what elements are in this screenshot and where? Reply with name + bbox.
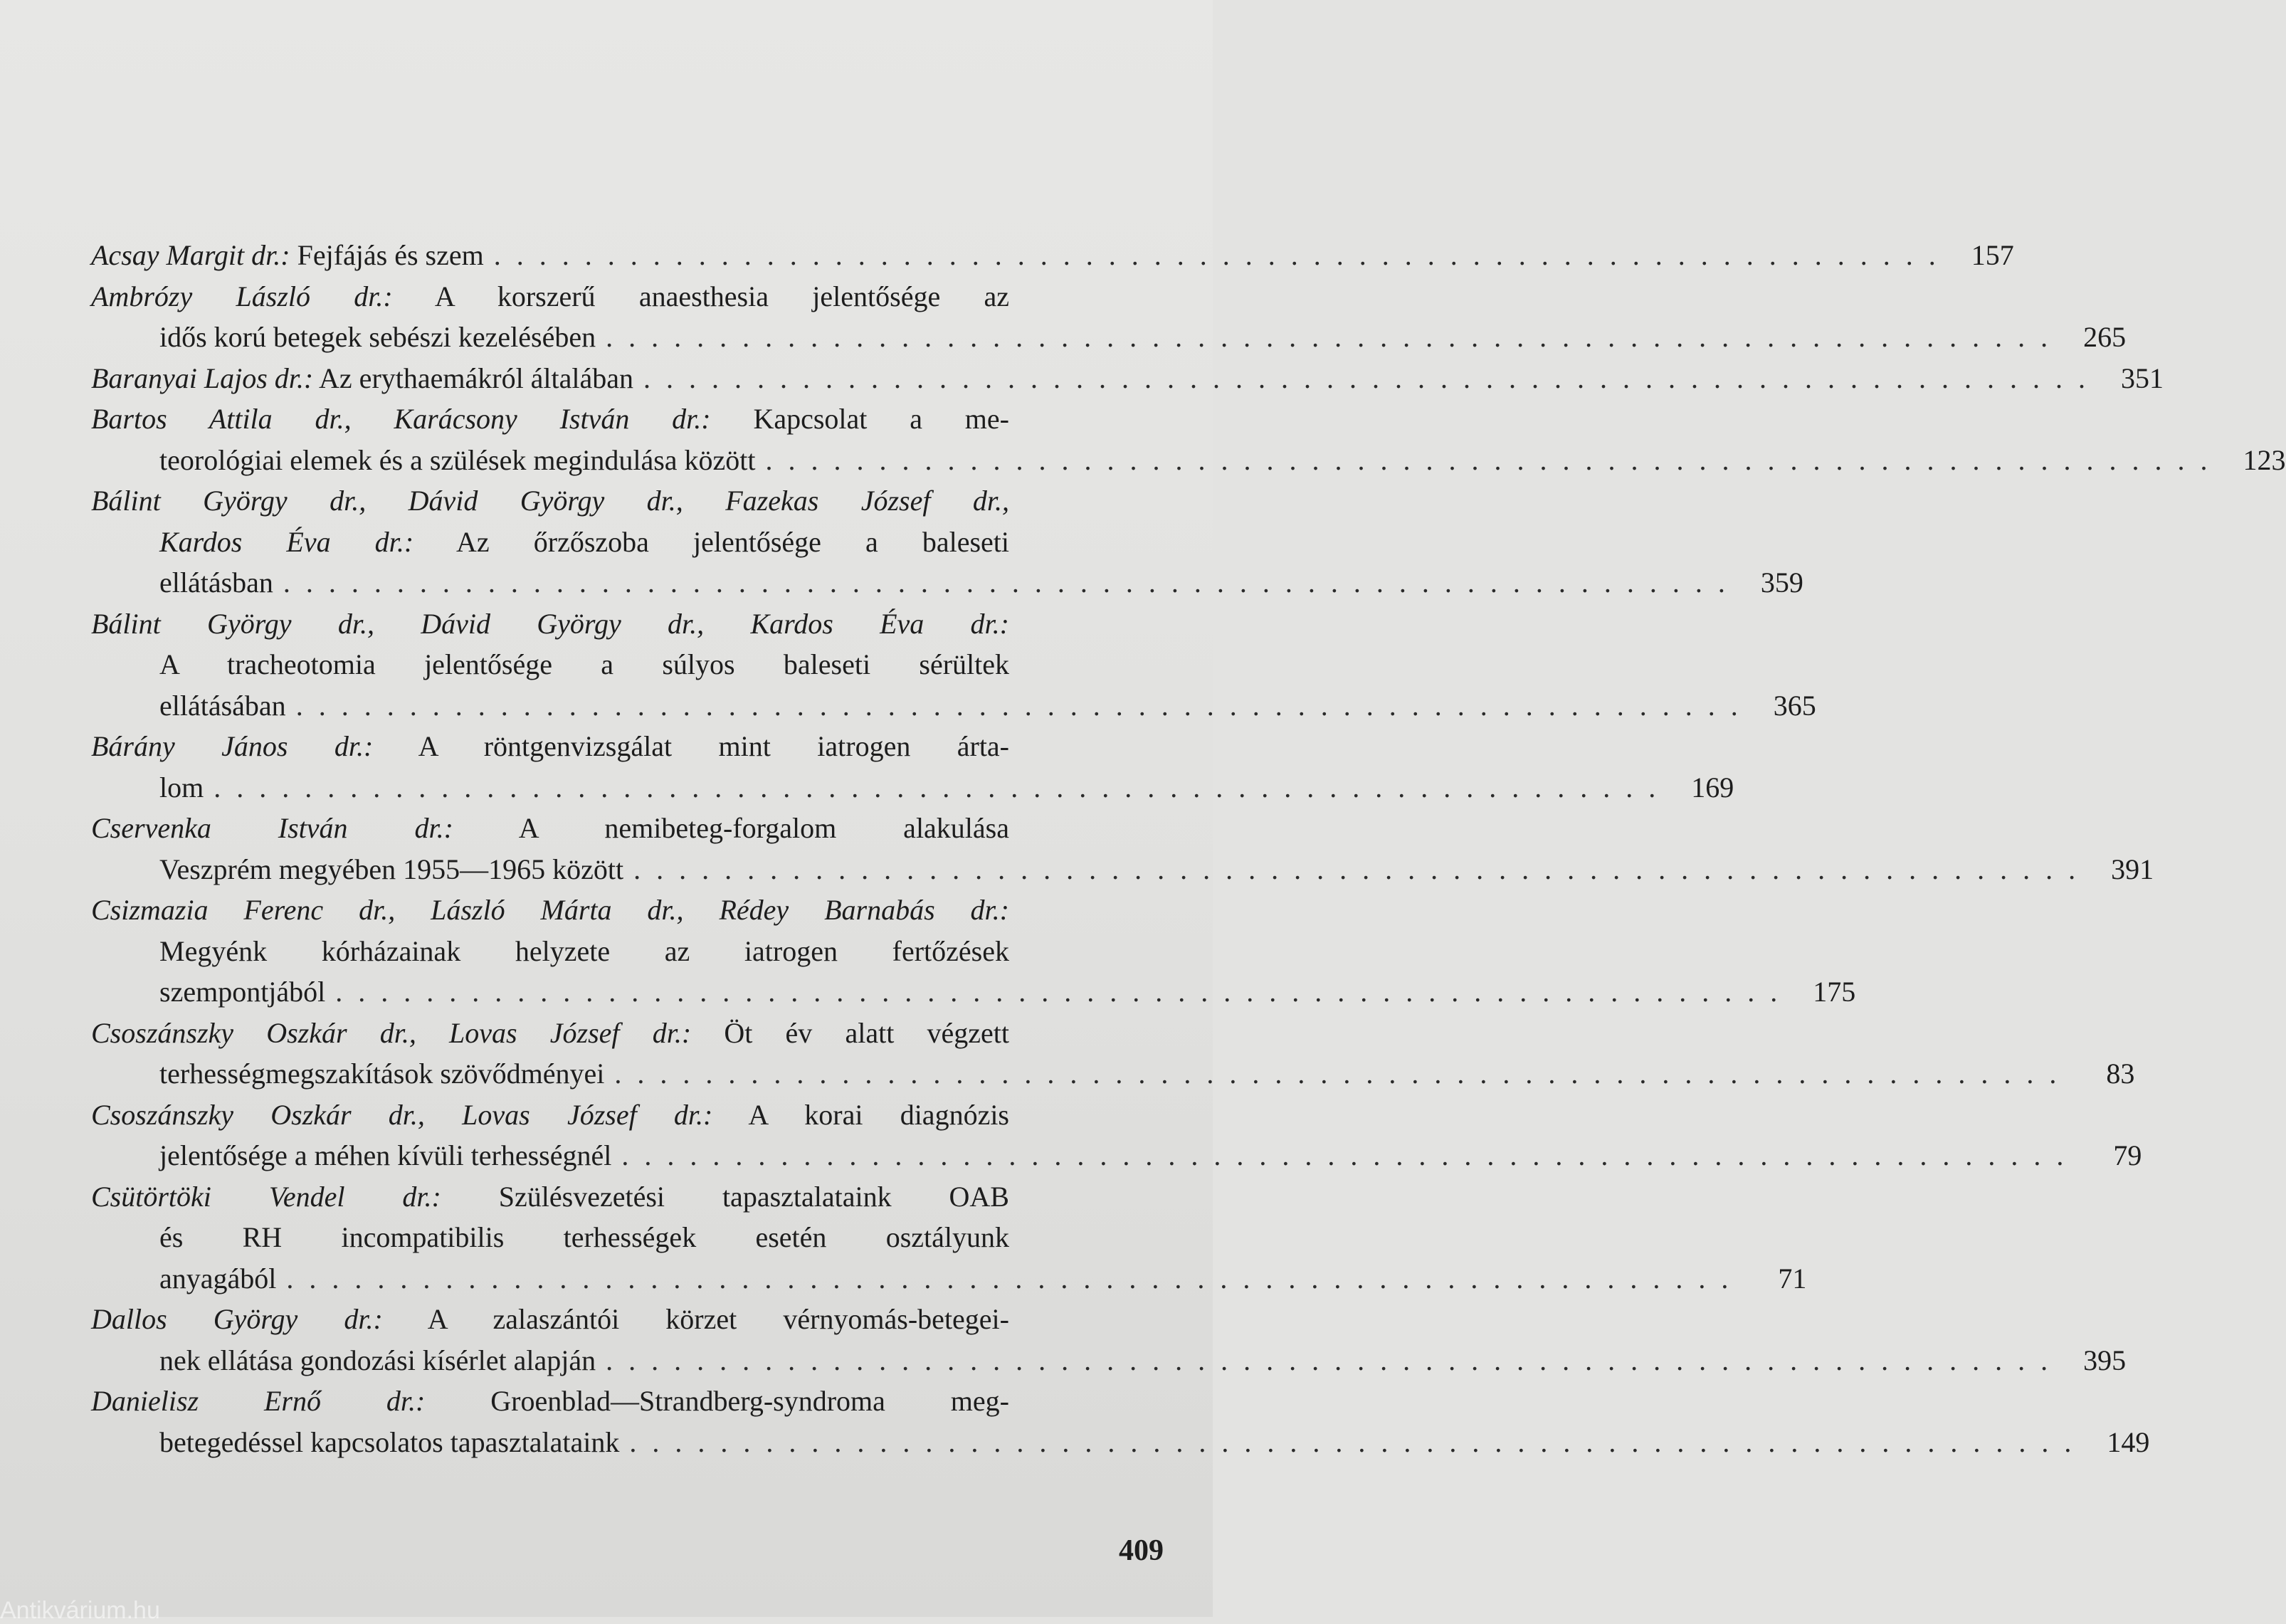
entry-page-number: 83	[2106, 1058, 2135, 1090]
article-title: lom	[159, 771, 204, 803]
watermark-text: Antikvárium.hu	[0, 1597, 160, 1624]
entry-text	[159, 685, 286, 727]
entry-text	[159, 1340, 596, 1381]
author-names: Bartos Attila dr., Karácsony István dr.:	[91, 403, 711, 435]
entry-text	[159, 931, 1009, 972]
entry-text	[159, 971, 325, 1013]
index-entry	[91, 480, 1803, 603]
article-title: teorológiai elemek és a szülések megindulása között	[159, 443, 756, 476]
article-title: Szülésvezetési tapasztalataink OAB	[441, 1180, 1009, 1213]
entry-continuation-line	[91, 849, 2154, 890]
entry-text	[159, 849, 623, 890]
article-title: jelentősége a méhen kívüli terhességnél	[159, 1139, 612, 1171]
article-title: betegedéssel kapcsolatos tapasztalataink	[159, 1425, 620, 1458]
entry-continuation-line	[91, 522, 1073, 563]
article-title: Kapcsolat a me-	[710, 403, 1009, 435]
entry-continuation-line	[91, 1135, 2142, 1176]
entry-continuation-line	[91, 644, 1073, 685]
author-names: Danielisz Ernő dr.:	[91, 1385, 426, 1417]
article-title: Veszprém megyében 1955—1965 között	[159, 853, 624, 885]
entry-continuation-line	[91, 1258, 1807, 1299]
entry-continuation-line	[91, 1422, 2150, 1463]
index-entry	[91, 276, 2127, 358]
entry-text	[91, 358, 633, 399]
author-names: Csütörtöki Vendel dr.:	[91, 1180, 441, 1213]
dot-leader: . . . . . . . . . . . . . . . . . . . . . . . . . . . . . . . . . . . . . . . . . . . . . . . . . . . . . . . . . . . . . . . .	[493, 239, 1940, 271]
entry-text	[159, 1053, 604, 1095]
article-title: A korszerű anaesthesia jelentősége az	[392, 280, 1010, 312]
article-title: és RH incompatibilis terhességek esetén osztályunk	[159, 1221, 1009, 1253]
article-title: A korai diagnózis	[712, 1098, 1009, 1131]
entry-first-line	[91, 1381, 1073, 1422]
entry-text	[159, 317, 596, 358]
entry-page-number: 71	[1778, 1262, 1807, 1295]
entry-page-number: 365	[1773, 689, 1816, 722]
index-entry	[91, 1381, 2150, 1462]
index-entry	[91, 358, 2164, 399]
entry-first-line	[91, 358, 2164, 399]
article-title: A tracheotomia jelentősége a súlyos baleseti sérültek	[159, 648, 1009, 680]
article-title: idős korú betegek sebészi kezelésében	[159, 321, 596, 353]
entry-text	[159, 644, 1009, 685]
article-title: nek ellátása gondozási kísérlet alapján	[159, 1344, 596, 1376]
article-title: Az erythaemákról általában	[313, 362, 634, 394]
dot-leader: . . . . . . . . . . . . . . . . . . . . . . . . . . . . . . . . . . . . . . . . . . . . . . . . . . . . . . . . . . . . . . . .	[606, 1344, 2053, 1376]
entry-first-line	[91, 235, 2014, 276]
entry-page-number: 359	[1760, 566, 1803, 599]
entry-continuation-line	[91, 685, 1816, 727]
entry-page-number: 149	[2107, 1425, 2150, 1458]
entry-page-number: 175	[1813, 976, 1856, 1008]
index-entry	[91, 399, 2286, 480]
entry-page-number: 395	[2083, 1344, 2127, 1376]
page-number: 409	[1119, 1534, 1164, 1567]
entry-continuation-line	[91, 1053, 2135, 1095]
article-title: Groenblad—Strandberg-syndroma meg-	[425, 1385, 1009, 1417]
entry-text	[159, 1135, 611, 1176]
entry-page-number: 265	[2083, 321, 2127, 353]
dot-leader: . . . . . . . . . . . . . . . . . . . . . . . . . . . . . . . . . . . . . . . . . . . . . . . . . . . . . . . . . . . . . . . .	[606, 321, 2053, 353]
article-title: Öt év alatt végzett	[691, 1016, 1010, 1049]
entry-first-line	[91, 1299, 1073, 1340]
author-names: Csoszánszky Oszkár dr., Lovas József dr.:	[91, 1016, 692, 1049]
article-title: A zalaszántói körzet vérnyomás-betegei-	[382, 1303, 1009, 1335]
index-entry	[91, 1299, 2127, 1381]
entry-text	[91, 480, 1009, 522]
entry-first-line	[91, 890, 1073, 931]
author-names: Csizmazia Ferenc dr., László Márta dr., Rédey Barnabás dr.:	[91, 894, 1009, 926]
entry-continuation-line	[91, 317, 2127, 358]
entry-page-number: 123	[2243, 443, 2286, 476]
entry-first-line	[91, 808, 1073, 849]
entry-text	[159, 1258, 276, 1299]
entry-continuation-line	[91, 971, 1856, 1013]
dot-leader: . . . . . . . . . . . . . . . . . . . . . . . . . . . . . . . . . . . . . . . . . . . . . . . . . . . . . . . . . . . . . . . .	[621, 1139, 2068, 1171]
author-names: Csoszánszky Oszkár dr., Lovas József dr.:	[91, 1098, 713, 1131]
entry-text	[91, 726, 1009, 767]
dot-leader: . . . . . . . . . . . . . . . . . . . . . . . . . . . . . . . . . . . . . . . . . . . . . . . . . . . . . . . . . . . . . . . .	[765, 443, 2212, 476]
dot-leader: . . . . . . . . . . . . . . . . . . . . . . . . . . . . . . . . . . . . . . . . . . . . . . . . . . . . . . . . . . . . . . . .	[614, 1058, 2061, 1090]
entry-text	[91, 1299, 1009, 1340]
index-entry	[91, 808, 2154, 890]
index-entry	[91, 1176, 1807, 1299]
index-entry	[91, 1013, 2135, 1095]
dot-leader: . . . . . . . . . . . . . . . . . . . . . . . . . . . . . . . . . . . . . . . . . . . . . . . . . . . . . . . . . . . . . . . .	[335, 976, 1782, 1008]
entry-text	[159, 767, 204, 808]
article-title: A röntgenvizsgálat mint iatrogen árta-	[373, 730, 1010, 762]
author-names: Bálint György dr., Dávid György dr., Kardos Éva dr.:	[91, 607, 1009, 640]
index-entry	[91, 603, 1816, 727]
entry-text	[91, 1095, 1009, 1136]
article-title: A nemibeteg-forgalom alakulása	[453, 812, 1009, 844]
index-entry	[91, 1095, 2142, 1176]
entry-first-line	[91, 1095, 1073, 1136]
entry-first-line	[91, 480, 1073, 522]
index-entry	[91, 235, 2014, 276]
entry-continuation-line	[91, 1217, 1073, 1258]
article-title: Megyénk kórházainak helyzete az iatrogen fertőzések	[159, 934, 1009, 967]
entry-first-line	[91, 726, 1073, 767]
dot-leader: . . . . . . . . . . . . . . . . . . . . . . . . . . . . . . . . . . . . . . . . . . . . . . . . . . . . . . . . . . . . . . . .	[286, 1262, 1733, 1295]
entry-text	[91, 235, 484, 276]
entry-text	[159, 440, 756, 481]
dot-leader: . . . . . . . . . . . . . . . . . . . . . . . . . . . . . . . . . . . . . . . . . . . . . . . . . . . . . . . . . . . . . . . .	[295, 689, 1742, 722]
entry-text	[91, 1381, 1009, 1422]
entry-text	[159, 562, 273, 603]
article-title: Az őrzőszoba jelentősége a baleseti	[414, 525, 1009, 558]
entry-continuation-line	[91, 562, 1803, 603]
author-names: Kardos Éva dr.:	[159, 525, 414, 558]
entry-text	[91, 399, 1009, 440]
author-names: Baranyai Lajos dr.:	[91, 362, 314, 394]
entry-first-line	[91, 399, 1073, 440]
entry-first-line	[91, 603, 1073, 645]
entry-first-line	[91, 1176, 1073, 1218]
entry-text	[159, 1217, 1009, 1258]
entry-page-number: 169	[1691, 771, 1734, 803]
entry-text	[91, 890, 1009, 931]
dot-leader: . . . . . . . . . . . . . . . . . . . . . . . . . . . . . . . . . . . . . . . . . . . . . . . . . . . . . . . . . . . . . . . .	[629, 1425, 2076, 1458]
entry-continuation-line	[91, 767, 1734, 808]
dot-leader: . . . . . . . . . . . . . . . . . . . . . . . . . . . . . . . . . . . . . . . . . . . . . . . . . . . . . . . . . . . . . . . .	[633, 853, 2080, 885]
entry-continuation-line	[91, 931, 1073, 972]
index-entry	[91, 890, 1856, 1013]
article-title: terhességmegszakítások szövődményei	[159, 1058, 605, 1090]
entry-text	[159, 522, 1009, 563]
entry-page-number: 79	[2113, 1139, 2142, 1171]
entry-text	[91, 1176, 1009, 1218]
entry-page-number: 351	[2121, 362, 2164, 394]
article-title: Fejfájás és szem	[290, 239, 484, 271]
entry-page-number: 157	[1971, 239, 2014, 271]
author-names: Bálint György dr., Dávid György dr., Fazekas József dr.,	[91, 485, 1009, 517]
author-names: Acsay Margit dr.:	[91, 239, 290, 271]
author-names: Dallos György dr.:	[91, 1303, 383, 1335]
author-names: Ambrózy László dr.:	[91, 280, 393, 312]
article-title: anyagából	[159, 1262, 277, 1295]
article-title: ellátásában	[159, 689, 286, 722]
entry-text	[91, 603, 1009, 645]
article-title: ellátásban	[159, 566, 273, 599]
author-names: Cservenka István dr.:	[91, 812, 453, 844]
entry-page-number: 391	[2111, 853, 2154, 885]
index-entry	[91, 726, 1734, 808]
entry-text	[159, 1422, 619, 1463]
dot-leader: . . . . . . . . . . . . . . . . . . . . . . . . . . . . . . . . . . . . . . . . . . . . . . . . . . . . . . . . . . . . . . . .	[643, 362, 2090, 394]
entry-continuation-line	[91, 1340, 2127, 1381]
dot-leader: . . . . . . . . . . . . . . . . . . . . . . . . . . . . . . . . . . . . . . . . . . . . . . . . . . . . . . . . . . . . . . . .	[214, 771, 1660, 803]
entry-continuation-line	[91, 440, 2286, 481]
author-names: Bárány János dr.:	[91, 730, 374, 762]
entry-first-line	[91, 276, 1073, 317]
entry-text	[91, 1013, 1009, 1054]
entry-first-line	[91, 1013, 1073, 1054]
entry-text	[91, 276, 1009, 317]
dot-leader: . . . . . . . . . . . . . . . . . . . . . . . . . . . . . . . . . . . . . . . . . . . . . . . . . . . . . . . . . . . . . . . .	[283, 566, 1729, 599]
entry-text	[91, 808, 1009, 849]
author-index-list	[91, 235, 2286, 1462]
article-title: szempontjából	[159, 976, 326, 1008]
